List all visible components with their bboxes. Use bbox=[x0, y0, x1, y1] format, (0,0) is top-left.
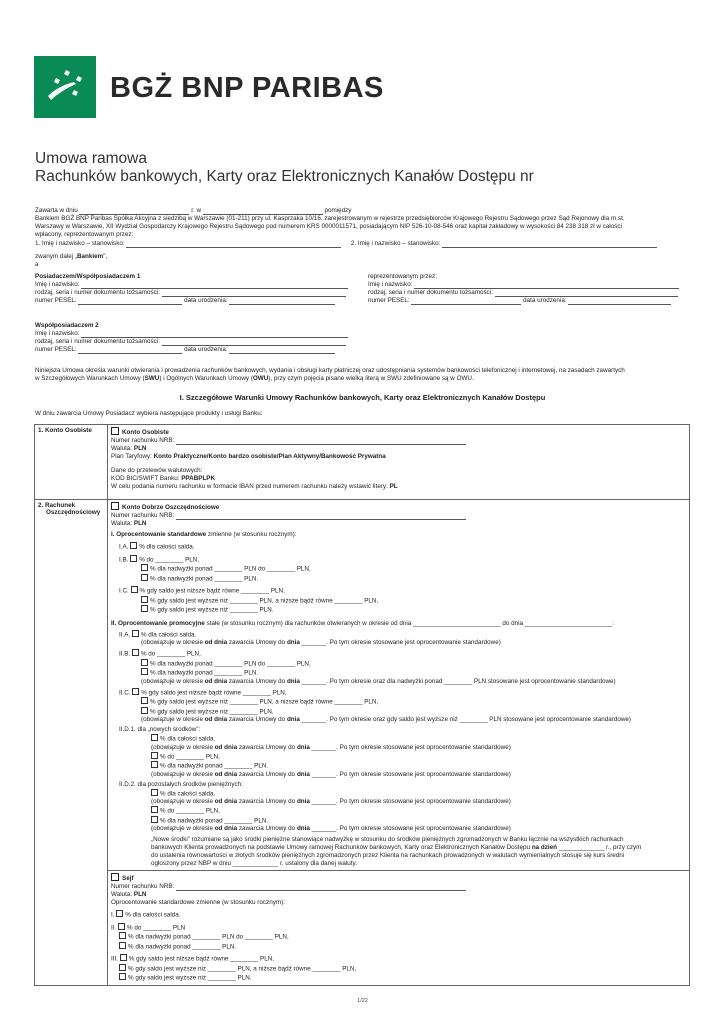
checkbox[interactable] bbox=[151, 816, 158, 823]
checkbox[interactable] bbox=[151, 761, 158, 768]
holder2-name-field[interactable] bbox=[81, 330, 348, 338]
table-row: Sejf Numer rachunku NRB: Waluta: PLN Oprocentowanie standardowe zmienne (w stosunku rocznym): I. % dla całości salda. II. % do ________ PLN % dla nadwyżki ponad ________ PLN do ________ PLN, % dla nadwyżki ponad ________ PLN. III. % gdy saldo jest niższe bądź równe ________ PLN, % gdy saldo jest wyższe niż ________ PLN, a niższe bądź równe ________ PLN, % gdy saldo jest wyższe niż ________ PLN. bbox=[35, 871, 690, 986]
brand-logo-mark bbox=[34, 56, 96, 118]
row-label: 1. Konto Osobiste bbox=[35, 425, 108, 500]
holder1-dob-field[interactable] bbox=[229, 297, 335, 305]
section-intro: W dniu zawarcia Umowy Posiadacz wybiera następujące produkty i usługi Banku: bbox=[35, 410, 263, 417]
checkbox[interactable] bbox=[131, 586, 138, 593]
checkbox[interactable] bbox=[141, 596, 148, 603]
holder2-block: Współposiadaczem 2 Imię i nazwisko: rodzaj, seria i numer dokumentu tożsamości: numer PESEL: data urodzenia: bbox=[35, 322, 360, 354]
holder2-pesel-field[interactable] bbox=[78, 346, 182, 354]
checkbox[interactable] bbox=[119, 964, 126, 971]
checkbox[interactable] bbox=[141, 659, 148, 666]
holder1-doc-field[interactable] bbox=[162, 289, 346, 297]
doc-title-line1: Umowa ramowa bbox=[35, 150, 147, 167]
page-number: 1/22 bbox=[357, 998, 368, 1004]
section-heading: I. Szczegółowe Warunki Umowy Rachunków bankowych, Karty oraz Elektronicznych Kanałów Dostępu bbox=[179, 393, 546, 402]
date-field[interactable] bbox=[79, 207, 189, 215]
intro-block: Zawarta w dniu r. w pomiędzy Bankiem BGŻ BNP Paribas Spółka Akcyjna z siedzibą w Warszawie (01-211) przy ul. Kasprzaka 10/16, zarejestrowanym w rejestrze przedsiębiorców Krajowego Rejestru Sądowego przez Sąd Rejonowy dla m.st. Warszawy w Warszawie, XII Wydział Gospodarczy Krajowego Rejestru Sądowego pod numerem KRS 0000011571, posiadającym NIP 526-10-08-546 oraz kapitał zakładowy w wysokości 84 238 318 zł w całości wpłacony, reprezentowanym przez: 1. Imię i nazwisko – stanowisko: 2. Imię i nazwisko – stanowisko: zwanym dalej „Bankiem”, a bbox=[35, 207, 691, 269]
checkbox[interactable] bbox=[118, 923, 125, 930]
rep-name-field[interactable] bbox=[414, 281, 679, 289]
preamble: Niniejsza Umowa określa warunki otwierania i prowadzenia rachunków bankowych, wydania i obsługi karty płatniczej oraz udostępniania systemów bankowości telefonicznej i internetowej, na zasadach zawartych w Szczegółowych Warunkach Umowy (SWU) i Ogólnych Warunkach Umowy (OWU), przy czym pojęcia pisane wielką literą w SWU zdefiniowane są w OWU. bbox=[35, 367, 625, 382]
konto-dobrze-checkbox[interactable] bbox=[111, 502, 119, 510]
table-row: 1. Konto Osobiste Konto Osobiste Numer rachunku NRB: Waluta: PLN Plan Taryfowy: Konto Praktyczne/Konto bardzo osobiste/Plan Aktywny/Bankowość Prywatna Dane do przelewów walutowych: KOD BIC/SWIFT Banku: PPABPLPK W celu podania numeru rachunku w formacie IBAN przed numerem rachunku należy wstawić litery: PL bbox=[35, 425, 690, 500]
checkbox[interactable] bbox=[119, 973, 126, 980]
holder1-block: Posiadaczem/Współposiadaczem 1 Imię i nazwisko: rodzaj, seria i numer dokumentu tożsamości: numer PESEL: data urodzenia: bbox=[35, 273, 360, 305]
checkbox[interactable] bbox=[119, 932, 126, 939]
rep-doc-field[interactable] bbox=[495, 289, 678, 297]
nrb-field[interactable] bbox=[176, 437, 466, 445]
checkbox[interactable] bbox=[119, 942, 126, 949]
konto-osobiste-checkbox[interactable] bbox=[111, 427, 119, 435]
rep-pesel-field[interactable] bbox=[411, 297, 521, 305]
checkbox[interactable] bbox=[130, 555, 137, 562]
checkbox[interactable] bbox=[141, 697, 148, 704]
doc-title-line2: Rachunków bankowych, Karty oraz Elektronicznych Kanałów Dostępu nr bbox=[35, 168, 534, 185]
holder1-name-field[interactable] bbox=[81, 281, 348, 289]
checkbox[interactable] bbox=[141, 707, 148, 714]
bank-rep1-field[interactable] bbox=[126, 240, 341, 248]
checkbox[interactable] bbox=[120, 954, 127, 961]
checkbox[interactable] bbox=[141, 574, 148, 581]
checkbox[interactable] bbox=[141, 564, 148, 571]
nrb-field[interactable] bbox=[176, 883, 466, 891]
products-table bbox=[34, 424, 690, 986]
checkbox[interactable] bbox=[116, 910, 123, 917]
checkbox[interactable] bbox=[141, 605, 148, 612]
checkbox[interactable] bbox=[130, 542, 137, 549]
checkbox[interactable] bbox=[141, 668, 148, 675]
holder1-rep-block: reprezentowanym przez: Imię i nazwisko: rodzaj, seria i numer dokumentu tożsamości: numer PESEL: data urodzenia: bbox=[368, 273, 691, 305]
checkbox[interactable] bbox=[132, 649, 139, 656]
checkbox[interactable] bbox=[132, 630, 139, 637]
nrb-field[interactable] bbox=[176, 512, 466, 520]
checkbox[interactable] bbox=[132, 688, 139, 695]
holder1-pesel-field[interactable] bbox=[78, 297, 182, 305]
row-label: 2. Rachunek Oszczędnościowy bbox=[35, 500, 108, 871]
checkbox[interactable] bbox=[151, 806, 158, 813]
sejf-checkbox[interactable] bbox=[111, 873, 119, 881]
place-field[interactable] bbox=[203, 207, 323, 215]
table-row: 2. Rachunek Oszczędnościowy Konto Dobrze Oszczędnościowe Numer rachunku NRB: Waluta: PLN I. Oprocentowanie standardowe zmienne (w stosunku rocznym): I.A. % dla całości salda. I.B. % do ________ PLN, % dla nadwyżki ponad ________ PLN do ________ PLN, % dla nadwyżki ponad ________ PLN. I.C. % gdy saldo jest niższe bądź równe ________ PLN, % gdy saldo jest wyższe niż ________ PLN, a niższe bądź równe ________ PLN, % gdy saldo jest wyższe niż ________ PLN. II. Oprocentowanie promocyjne stałe (w stosunku rocznym) dla rachunków otwieranych w okresie od dnia _________________________ do dnia _________________________: II.A. % dla całości salda. (obowiązuje w okresie od dnia zawarcia Umowy do dnia _______. Po tym okresie stosowane jest oprocentowanie standardowe) II.B. % do ________ PLN, % dla nadwyżki ponad ________ PLN do ________ PLN, % dla nadwyżki ponad ________ PLN. (obowiązuje w okresie od dnia zawarcia Umowy do dnia _______. Po tym okresie oraz dla nadwyżki ponad ________ PLN stosowane jest oprocentowanie standardowe) II.C. % gdy saldo jest niższe bądź równe ________ PLN, % gdy saldo jest wyższe niż ________ PLN, a niższe bądź równe ________ PLN, % gdy saldo jest wyższe niż ________ PLN. (obowiązuje w okresie od dnia zawarcia Umowy do dnia _______. Po tym okresie oraz gdy saldo jest wyższe niż ________ PLN stosowane jest oprocentowanie standardowe) II.D.1. dla „nowych środków”: % dla całości salda. (obowiązuje w okresie od dnia zawarcia Umowy do dnia _______. Po tym okresie stosowane jest oprocentowanie standardowe) % do ________ PLN, % dla nadwyżki ponad ________ PLN. (obowiązuje w okresie od dnia zawarcia Umowy do dnia _______. Po tym okresie stosowane jest oprocentowanie standardowe) II.D.2. dla pozostałych środków pieniężnych: % dla całości salda. (obowiązuje w okresie od dnia zawarcia Umowy do dnia _______. Po tym okresie stosowane jest oprocentowanie standardowe) % do ________ PLN, % dla nadwyżki ponad ________ PLN. (obowiązuje w okresie od dnia zawarcia Umowy do dnia _______. Po tym okresie stosowane jest oprocentowanie standardowe) „Nowe środki” rozumiane są jako środki pieniężne stanowiące nadwyżkę w stosunku do środków pieniężnych zgromadzonych w Banku łącznie na wszystkich rachunkach bankowych Klienta prowadzonych na podstawie Umowy ramowej Rachunków bankowych, Karty oraz Elektronicznych Kanałów Dostępu na dzień _____________ r., przy czym do ustalenia równowartości w złotych środków pieniężnych zgromadzonych przez Klienta na rachunkach prowadzonych w walutach wymienialnych stosuje się kurs średni ogłoszony przez NBP w dniu _____________ r. ustalony dla danej waluty. bbox=[35, 500, 690, 871]
checkbox[interactable] bbox=[151, 752, 158, 759]
checkbox[interactable] bbox=[151, 789, 158, 796]
brand-name: BGŻ BNP PARIBAS bbox=[110, 72, 384, 104]
holder2-doc-field[interactable] bbox=[162, 338, 346, 346]
row-label-empty bbox=[35, 871, 108, 986]
rep-dob-field[interactable] bbox=[568, 297, 671, 305]
checkbox[interactable] bbox=[151, 734, 158, 741]
holder2-dob-field[interactable] bbox=[229, 346, 335, 354]
bank-rep2-field[interactable] bbox=[442, 240, 657, 248]
